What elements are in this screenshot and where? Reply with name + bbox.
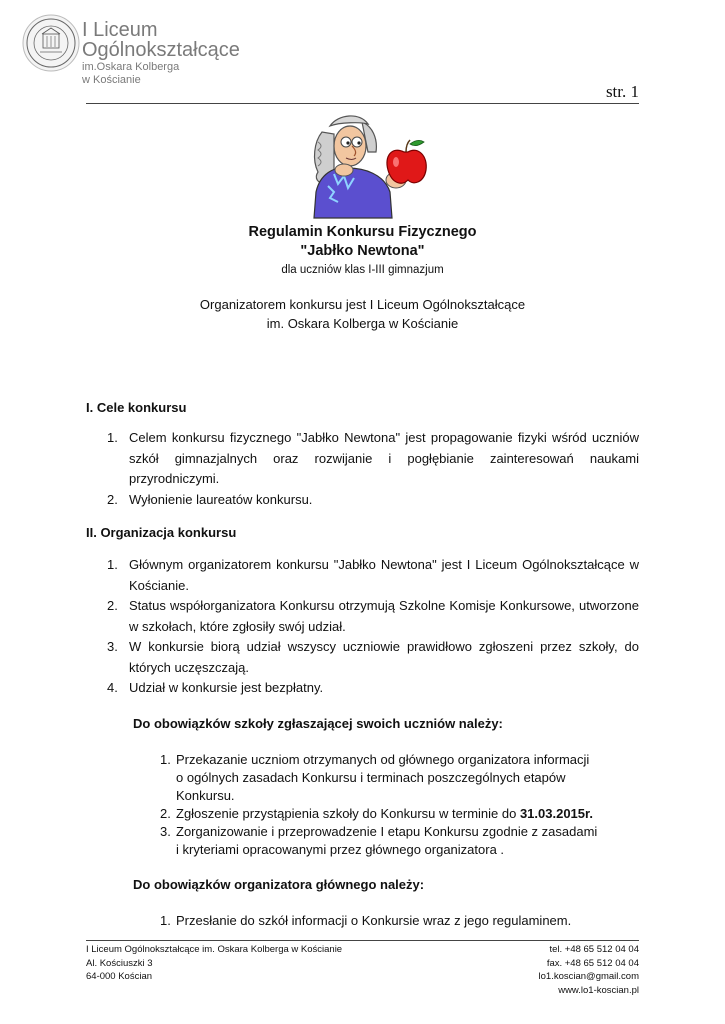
list-number: 1.: [160, 913, 171, 928]
list-number: 1.: [107, 557, 118, 572]
list-item: [86, 596, 639, 637]
list-item: [133, 751, 605, 805]
list-item-text: Głównym organizatorem konkursu "Jabłko Newtona" jest I Liceum Ogólnokształcące w Kościanie.: [129, 557, 639, 593]
section2-list: [86, 555, 639, 699]
list-item-text: Zgłoszenie przystąpienia szkoły do Konkursu w terminie do: [176, 806, 520, 821]
list-item: [133, 823, 605, 859]
header-divider: [86, 103, 639, 104]
document-title: Regulamin Konkursu Fizycznego: [248, 224, 477, 240]
list-item: [133, 912, 605, 930]
list-number: 3.: [160, 824, 171, 839]
list-item-text-line: Zorganizowanie i przeprowadzenie I etapu Konkursu zgodnie z zasadami: [176, 824, 598, 839]
page-number: str. 1: [605, 82, 639, 101]
organizer-duties-list: [133, 912, 605, 930]
list-item: [133, 805, 605, 823]
list-item-text: Przesłanie do szkół informacji o Konkursie wraz z jego regulaminem.: [176, 913, 572, 928]
list-item-text-line: Przekazanie uczniom otrzymanych od głównego organizatora informacji: [176, 752, 590, 767]
list-number: 1.: [107, 430, 118, 445]
list-item-text-line: Konkursu.: [176, 788, 235, 803]
list-number: 2.: [160, 806, 171, 821]
list-item: [86, 428, 639, 490]
footer-address-line2: Al. Kościuszki 3: [86, 957, 153, 969]
list-item: [86, 555, 639, 596]
list-item-text-line: o ogólnych zasadach Konkursu i terminach poszczególnych etapów: [176, 770, 566, 785]
list-number: 3.: [107, 639, 118, 654]
footer-address-line3: 64-000 Kościan: [86, 971, 153, 982]
document-subtitle: dla uczniów klas I-III gimnazjum: [281, 264, 444, 276]
list-number: 2.: [107, 491, 118, 507]
organizer-duties-heading: Do obowiązków organizatora głównego należy:: [133, 877, 425, 892]
footer-address-line1: I Liceum Ogólnokształcące im. Oskara Kolberga w Kościanie: [86, 944, 343, 955]
footer-contact: [539, 943, 639, 997]
list-number: 1.: [160, 752, 171, 767]
school-logo: [22, 14, 242, 90]
list-item: [86, 490, 639, 511]
organizer-line1: Organizatorem konkursu jest I Liceum Ogólnokształcące: [199, 297, 526, 312]
list-item: [86, 637, 639, 678]
school-duties-heading: Do obowiązków szkoły zgłaszającej swoich uczniów należy:: [133, 716, 503, 731]
section2-heading: II. Organizacja konkursu: [86, 525, 237, 540]
footer-website[interactable]: www.lo1-koscian.pl: [558, 984, 639, 996]
school-name: [82, 20, 240, 86]
footer-email[interactable]: lo1.koscian@gmail.com: [538, 971, 639, 982]
list-item-text: Status współorganizatora Konkursu otrzymują Szkolne Komisje Konkursowe, utworzone w szkołach, które zgłosiły swój udział.: [129, 598, 639, 634]
list-item-text: W konkursie biorą udział wszyscy uczniowie prawidłowo zgłoszeni przez szkoły, do których uczęszczają.: [129, 639, 639, 675]
school-name-line3: im.Oskara Kolberga: [82, 61, 180, 73]
list-number: 2.: [107, 598, 118, 613]
school-duties-list: [133, 751, 605, 859]
footer-divider: [86, 940, 639, 941]
list-item-text: Udział w konkursie jest bezpłatny.: [129, 680, 324, 695]
newton-apple-illustration-icon: [304, 112, 434, 220]
list-item: [86, 678, 639, 699]
footer-tel: tel. +48 65 512 04 04: [549, 944, 639, 955]
footer-address: [86, 943, 342, 984]
contest-name: "Jabłko Newtona": [300, 243, 425, 259]
section1-heading: I. Cele konkursu: [86, 400, 187, 415]
organizer-line2: im. Oskara Kolberga w Kościanie: [266, 316, 459, 331]
school-name-line4: w Kościanie: [82, 74, 141, 86]
school-name-line1: I Liceum: [82, 19, 158, 41]
deadline-date: 31.03.2015r.: [519, 806, 593, 821]
school-name-line2: Ogólnokształcące: [82, 39, 240, 61]
list-item-text: Celem konkursu fizycznego "Jabłko Newtona" jest propagowanie fizyki wśród uczniów szkół gimnazjalnych oraz rozwijanie i pogłębianie zainteresowań naukami przyrodniczymi.: [129, 430, 639, 486]
list-item-text: Wyłonienie laureatów konkursu.: [129, 491, 313, 507]
list-number: 4.: [107, 680, 118, 695]
section1-list: [86, 428, 639, 510]
list-item-text-line: i kryteriami opracowanymi przez głównego organizatora .: [176, 842, 505, 857]
school-seal-icon: [22, 14, 80, 72]
footer-fax: fax. +48 65 512 04 04: [546, 957, 639, 969]
